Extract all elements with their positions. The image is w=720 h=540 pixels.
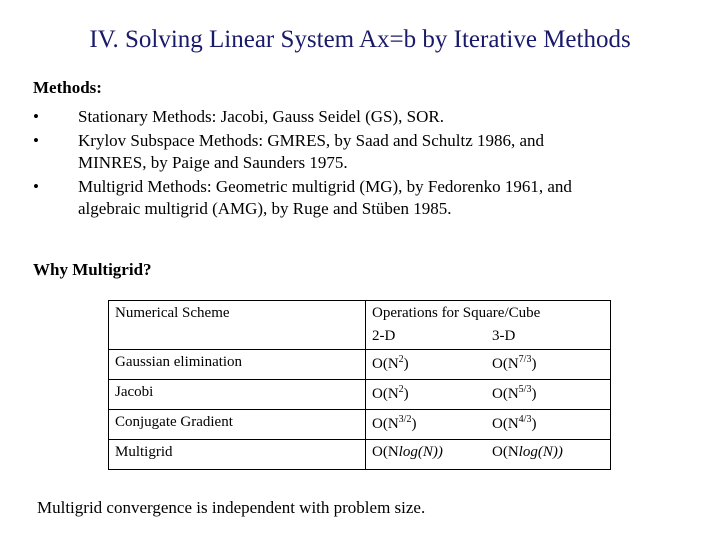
table-header-row	[109, 301, 611, 350]
header-operations-label: Operations for Square/Cube	[372, 305, 541, 321]
header-2d: 2-D	[372, 328, 396, 344]
bullet-icon: •	[33, 107, 39, 126]
table-row	[109, 440, 611, 470]
list-item	[33, 130, 693, 174]
bullet-text-line: MINRES, by Paige and Saunders 1975.	[78, 153, 348, 172]
complexity-2d: $O(N^2)$	[372, 384, 409, 402]
scheme-cell: Multigrid	[109, 440, 366, 470]
bullet-text-line: Stationary Methods: Jacobi, Gauss Seidel (GS), SOR.	[78, 107, 444, 126]
complexity-2d: O(Nlog(N))	[372, 444, 443, 460]
complexity-2d: $O(N^{3/2})$	[372, 414, 417, 432]
bullet-text-line: Multigrid Methods: Geometric multigrid (MG), by Fedorenko 1961, and	[78, 177, 572, 196]
table-row	[109, 350, 611, 380]
slide-title: IV. Solving Linear System Ax=b by Iterative Methods	[89, 26, 631, 53]
bullet-text-line: Krylov Subspace Methods: GMRES, by Saad and Schultz 1986, and	[78, 131, 545, 150]
scheme-cell: Gaussian elimination	[109, 350, 366, 380]
table-row	[109, 380, 611, 410]
complexity-cell	[366, 410, 611, 440]
why-multigrid-heading: Why Multigrid?	[33, 260, 152, 279]
bullet-icon: •	[33, 177, 39, 196]
complexity-2d: $O(N^2)$	[372, 354, 409, 372]
scheme-cell: Conjugate Gradient	[109, 410, 366, 440]
operations-table	[108, 300, 611, 470]
header-operations	[366, 301, 611, 350]
list-item	[33, 176, 693, 220]
complexity-3d: O(Nlog(N))	[492, 444, 563, 460]
header-3d: 3-D	[492, 328, 516, 344]
complexity-cell	[366, 440, 611, 470]
methods-heading: Methods:	[33, 78, 102, 97]
complexity-cell	[366, 380, 611, 410]
scheme-cell: Jacobi	[109, 380, 366, 410]
complexity-3d: $O(N^{7/3})$	[492, 354, 537, 372]
methods-list	[33, 106, 693, 220]
conclusion-note: Multigrid convergence is independent with problem size.	[37, 498, 426, 517]
list-item	[33, 106, 693, 128]
header-scheme: Numerical Scheme	[109, 301, 366, 350]
complexity-3d: $O(N^{4/3})$	[492, 414, 537, 432]
bullet-icon: •	[33, 131, 39, 150]
complexity-3d: $O(N^{5/3})$	[492, 384, 537, 402]
table-row	[109, 410, 611, 440]
bullet-text-line: algebraic multigrid (AMG), by Ruge and Stüben 1985.	[78, 199, 452, 218]
complexity-cell	[366, 350, 611, 380]
